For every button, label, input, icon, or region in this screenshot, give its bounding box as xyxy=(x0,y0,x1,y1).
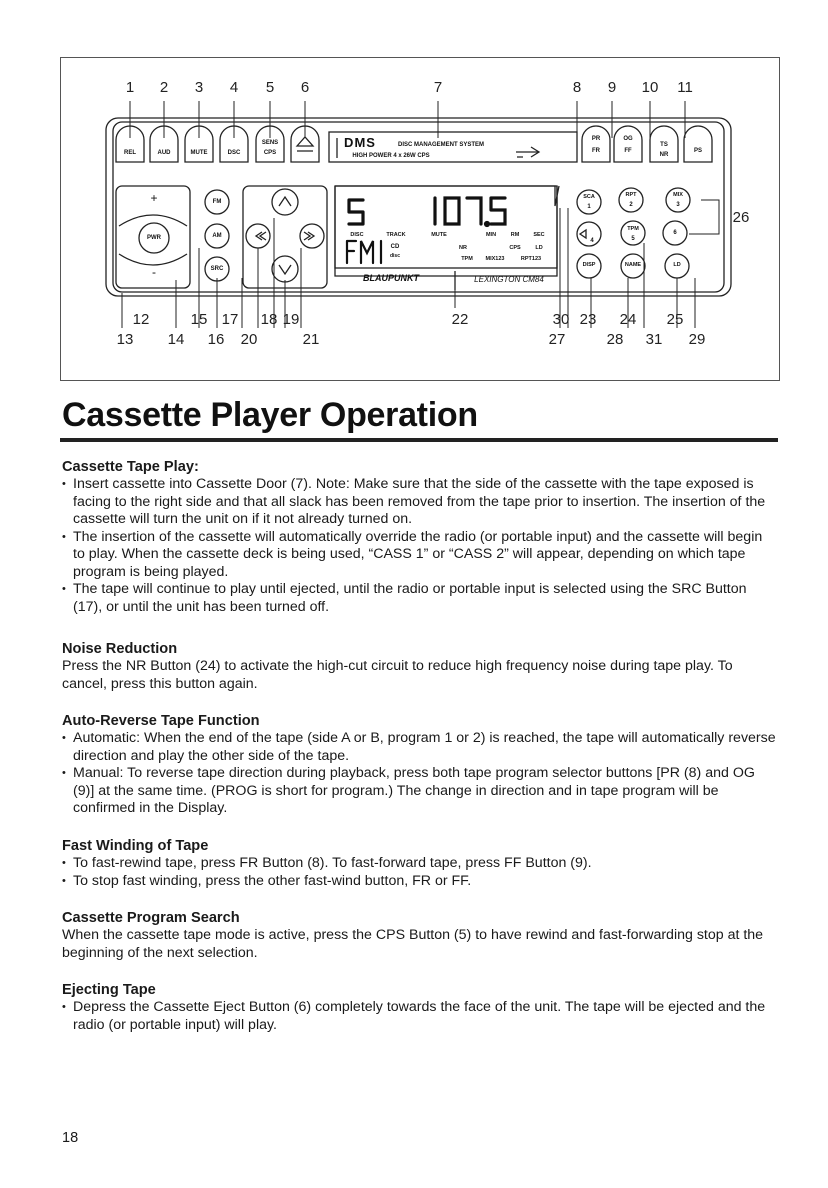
callout-27: 27 xyxy=(548,331,566,348)
callout-1: 1 xyxy=(125,79,135,96)
radio-panel-diagram xyxy=(60,57,780,381)
src-label: SRC xyxy=(210,266,224,272)
mix-label: MIX xyxy=(673,192,683,198)
volume-up-mark: + xyxy=(150,191,158,205)
callout-29: 29 xyxy=(688,331,706,348)
section-heading: Fast Winding of Tape xyxy=(62,838,209,854)
tpm-label: TPM xyxy=(627,226,639,232)
aud-button-label: AUD xyxy=(157,150,171,156)
lcd-disc-label: DISC xyxy=(350,232,364,238)
mute-button-label: MUTE xyxy=(190,150,208,156)
callout-23: 23 xyxy=(579,311,597,328)
lcd-band xyxy=(347,241,381,263)
lcd-nr-label: NR xyxy=(459,245,467,251)
section-paragraph: Press the NR Button (24) to activate the high-cut circuit to reduce high frequency noise during tape play. To cancel, press this button again. xyxy=(62,658,733,692)
brand-logo: BLAUPUNKT xyxy=(363,273,419,283)
page-title: Cassette Player Operation xyxy=(62,396,478,434)
lcd-segments xyxy=(349,198,505,226)
callout-16: 16 xyxy=(207,331,225,348)
callout-19: 19 xyxy=(282,311,300,328)
ld-label: LD xyxy=(673,262,681,268)
callout-18: 18 xyxy=(260,311,278,328)
callout-24: 24 xyxy=(619,311,637,328)
callout-28: 28 xyxy=(606,331,624,348)
dms-logo: DMS xyxy=(344,135,376,150)
ps-button xyxy=(684,126,712,162)
list-item: • Automatic: When the end of the tape (side A or B, program 1 or 2) is reached, the tape will automatically reverse direction and play the other side of the tape. xyxy=(62,730,778,765)
fm-label: FM xyxy=(212,199,222,205)
direction-pad xyxy=(243,186,327,288)
list-item: • To fast-rewind tape, press FR Button (8). To fast-forward tape, press FF Button (9). xyxy=(62,855,778,873)
section-cassette-tape-play xyxy=(62,458,778,616)
power-caption: HIGH POWER 4 x 26W CPS xyxy=(352,153,430,159)
lcd-mix-label: MIX123 xyxy=(485,256,505,262)
ts-button-label: TS xyxy=(660,142,668,148)
callout-31: 31 xyxy=(645,331,663,348)
title-rule xyxy=(60,438,778,442)
cassette-caption: DISC MANAGEMENT SYSTEM xyxy=(397,142,485,148)
callout-25: 25 xyxy=(666,311,684,328)
section-fast-winding xyxy=(62,837,778,890)
section-heading: Cassette Program Search xyxy=(62,910,240,926)
am-label: AM xyxy=(212,233,222,239)
sca-label: SCA xyxy=(583,194,595,200)
list-item: • Depress the Cassette Eject Button (6) completely towards the face of the unit. The tape will be ejected and the radio (or portable input) will play. xyxy=(62,999,778,1034)
section-ejecting-tape xyxy=(62,981,778,1034)
disp-label: DISP xyxy=(582,262,596,268)
sens-button-label: SENS xyxy=(261,140,279,146)
callout-8: 8 xyxy=(572,79,582,96)
lcd-tpm-label: TPM xyxy=(461,256,473,262)
callout-17: 17 xyxy=(221,311,239,328)
bullet-list xyxy=(62,730,778,818)
ff-button-label: FF xyxy=(624,148,632,154)
dsc-button-label: DSC xyxy=(227,150,241,156)
nr-button-label: NR xyxy=(659,152,669,158)
callout-3: 3 xyxy=(194,79,204,96)
callout-20: 20 xyxy=(240,331,258,348)
section-heading: Auto-Reverse Tape Function xyxy=(62,713,260,729)
list-item: • Manual: To reverse tape direction during playback, press both tape program selector buttons [PR (8) and OG (9)] at the same time. (PROG is short for program.) The change in direction and in tape program will be confirmed in the Display. xyxy=(62,765,778,818)
callout-2: 2 xyxy=(159,79,169,96)
list-item: • Insert cassette into Cassette Door (7). Note: Make sure that the side of the cassette with the tape exposed is facing to the right side and that all slack has been removed from the tape prior to insertion. The insertion of the cassette will turn the unit on if it not already turned on. xyxy=(62,476,778,529)
model-name: LEXINGTON CM84 xyxy=(474,275,544,284)
callout-30: 30 xyxy=(552,311,570,328)
volume-down-mark: - xyxy=(152,265,156,279)
callout-11: 11 xyxy=(677,79,693,96)
callout-21: 21 xyxy=(302,331,320,348)
preset-5-label: 5 xyxy=(631,236,635,242)
name-label: NAME xyxy=(624,262,642,268)
callout-26: 26 xyxy=(732,209,750,226)
og-ff-button xyxy=(614,126,642,162)
section-paragraph: When the cassette tape mode is active, press the CPS Button (5) to have rewind and fast-forwarding stop at the beginning of the next selection. xyxy=(62,927,764,961)
callout-12: 12 xyxy=(132,311,150,328)
preset-4-label: 4 xyxy=(590,238,594,244)
lcd-sec-label: SEC xyxy=(533,232,545,238)
section-auto-reverse xyxy=(62,712,778,818)
section-noise-reduction xyxy=(62,640,778,693)
callout-5: 5 xyxy=(265,79,275,96)
lcd-rpt-label: RPT123 xyxy=(520,256,542,262)
list-item: • The tape will continue to play until ejected, until the radio or portable input is selected using the SRC Button (17), or until the unit has been turned off. xyxy=(62,581,778,616)
preset-6-label: 6 xyxy=(673,230,677,236)
list-item: • The insertion of the cassette will automatically override the radio (or portable input) and the cassette will begin to play. When the cassette deck is being used, “CASS 1” or “CASS 2” will appear, depending on which tape program is being played. xyxy=(62,529,778,582)
lcd-min-label: MIN xyxy=(485,232,497,238)
preset-2-label: 2 xyxy=(629,202,633,208)
section-program-search xyxy=(62,909,778,962)
lcd-ld-label: LD xyxy=(535,245,543,251)
pr-button-label: PR xyxy=(591,136,601,142)
callout-7: 7 xyxy=(433,79,443,96)
page-number: 18 xyxy=(62,1130,79,1146)
callout-22: 22 xyxy=(451,311,469,328)
cps-button-label: CPS xyxy=(263,150,277,156)
lcd-cd-label: CD xyxy=(390,244,400,250)
lcd-cps-label: CPS xyxy=(509,245,521,251)
preset-1-label: 1 xyxy=(587,204,591,210)
section-heading: Cassette Tape Play: xyxy=(62,459,199,475)
callout-6: 6 xyxy=(300,79,310,96)
callout-14: 14 xyxy=(167,331,185,348)
lcd-mute-label: MUTE xyxy=(431,232,447,238)
callout-4: 4 xyxy=(229,79,239,96)
lcd-rm-label: RM xyxy=(510,232,520,238)
rel-button-label: REL xyxy=(124,150,136,156)
pr-fr-button xyxy=(582,126,610,162)
list-item: • To stop fast winding, press the other fast-wind button, FR or FF. xyxy=(62,873,778,891)
section-heading: Noise Reduction xyxy=(62,641,178,657)
rpt-label: RPT xyxy=(625,192,637,198)
lcd-track-label: TRACK xyxy=(386,232,406,238)
callout-13: 13 xyxy=(116,331,134,348)
fr-button-label: FR xyxy=(592,148,600,154)
bullet-list xyxy=(62,855,778,890)
callout-10: 10 xyxy=(641,79,659,96)
bullet-list xyxy=(62,999,778,1034)
bullet-list xyxy=(62,476,778,616)
section-heading: Ejecting Tape xyxy=(62,982,156,998)
callout-15: 15 xyxy=(190,311,208,328)
callout-9: 9 xyxy=(607,79,617,96)
ps-button-label: PS xyxy=(693,148,703,154)
og-button-label: OG xyxy=(623,136,633,142)
lcd-disc-small-label: disc xyxy=(389,253,401,259)
preset-3-label: 3 xyxy=(676,202,680,208)
pwr-label: PWR xyxy=(147,235,161,241)
